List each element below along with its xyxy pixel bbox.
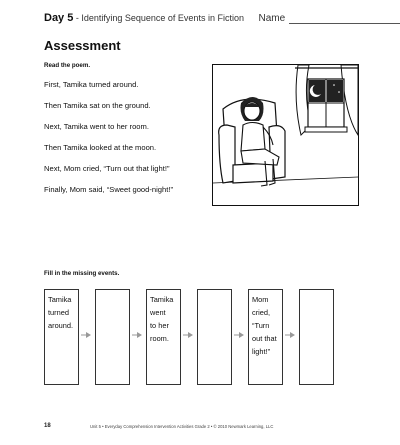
girl-moon-illustration: [212, 64, 359, 206]
arrow-right-icon: [132, 331, 142, 339]
poem-line: Next, Tamika went to her room.: [44, 122, 149, 131]
event-box-1[interactable]: [44, 289, 79, 385]
arrow-right-icon: [183, 331, 193, 339]
poem-line: Next, Mom cried, “Turn out that light!”: [44, 164, 170, 173]
poem-line: Then Tamika looked at the moon.: [44, 143, 157, 152]
poem: [44, 80, 173, 206]
poem-line: Then Tamika sat on the ground.: [44, 101, 151, 110]
event-text: Mom cried, “Turn out that light!”: [252, 295, 277, 356]
arrow-right-icon: [81, 331, 91, 339]
day-label: Day 5: [44, 12, 74, 24]
event-text: Tamika went to her room.: [150, 295, 174, 343]
read-instruction: Read the poem.: [44, 62, 91, 69]
footer-credit: Unit 5 • Everyday Comprehension Intervention Activities Grade 2 • © 2010 Newmark Learning, LLC: [90, 424, 274, 429]
event-box-2[interactable]: [95, 289, 130, 385]
event-text: Tamika turned around.: [48, 295, 74, 330]
page-title: Assessment: [44, 38, 121, 53]
event-box-3[interactable]: [146, 289, 181, 385]
poem-line: Finally, Mom said, “Sweet good-night!”: [44, 185, 174, 194]
event-box-6[interactable]: [299, 289, 334, 385]
name-field[interactable]: [289, 13, 400, 24]
event-box-4[interactable]: [197, 289, 232, 385]
page-number: 18: [44, 423, 51, 429]
fill-instruction: Fill in the missing events.: [44, 270, 120, 277]
illustration-drawing: [213, 65, 358, 205]
arrow-right-icon: [285, 331, 295, 339]
arrow-right-icon: [234, 331, 244, 339]
event-box-5[interactable]: [248, 289, 283, 385]
page-header: [44, 12, 374, 24]
poem-line: First, Tamika turned around.: [44, 80, 139, 89]
name-label: Name: [258, 13, 286, 24]
lesson-subtitle: - Identifying Sequence of Events in Fiction: [73, 13, 244, 23]
